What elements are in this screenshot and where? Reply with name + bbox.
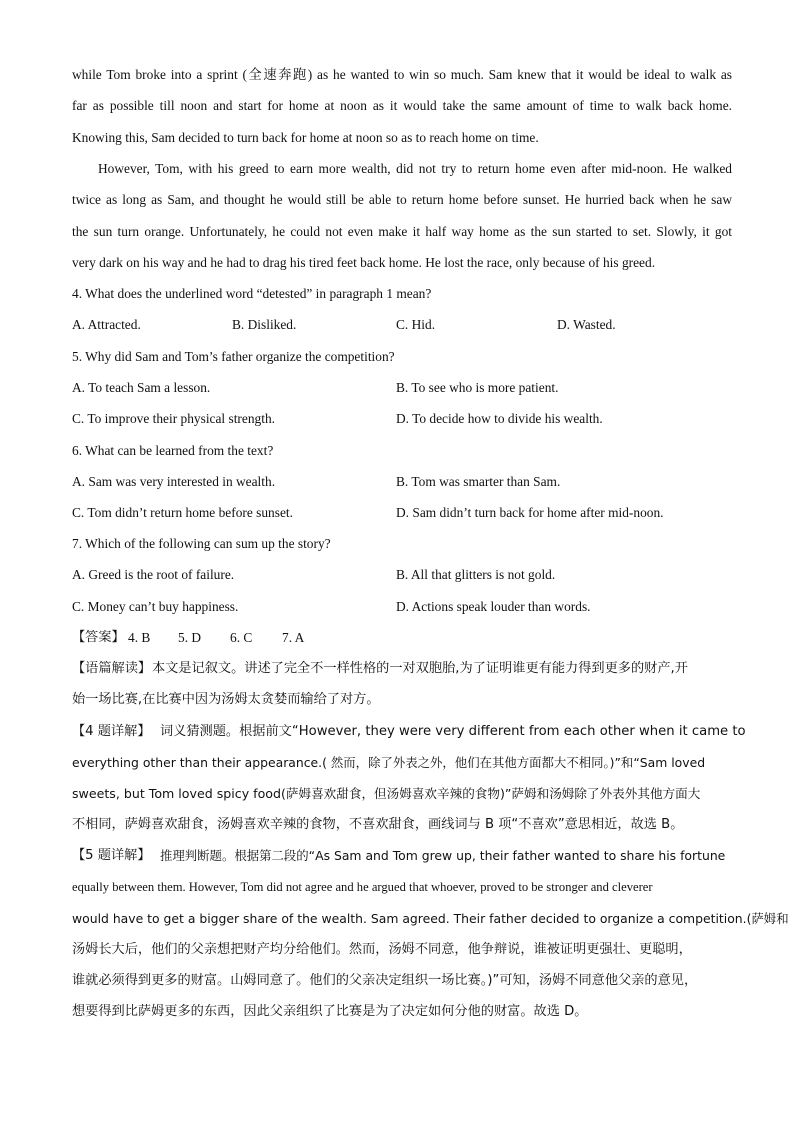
explain5-line: would have to get a bigger share of the wealth. Sam agreed. Their father decided to organize a competition.(萨姆和 — [72, 911, 789, 926]
analysis-label: 【语篇解读】 — [72, 661, 152, 676]
answer-item: 6. C — [230, 630, 253, 645]
option: D. To decide how to divide his wealth. — [396, 411, 603, 426]
option: C. Hid. — [396, 317, 436, 332]
option: B. To see who is more patient. — [396, 380, 559, 395]
question-stem: 4. What does the underlined word “detested” in paragraph 1 mean? — [72, 286, 432, 301]
passage-line: twice as long as Sam, and thought he would still be able to return home before sunset. He hurried back when he saw — [72, 192, 732, 207]
passage-line: very dark on his way and he had to drag his tired feet back home. He lost the race, only because of his greed. — [72, 255, 656, 270]
passage-line: while Tom broke into a sprint (全速奔跑) as he wanted to win so much. Sam knew that it would be ideal to walk as — [72, 67, 732, 82]
option: A. To teach Sam a lesson. — [72, 380, 211, 395]
option: A. Greed is the root of failure. — [72, 567, 235, 582]
passage-line: the sun turn orange. Unfortunately, he could not even make it half way home as the sun started to set. Slowly, it got — [72, 224, 732, 239]
explain5-line: 推理判断题。根据第二段的“As Sam and Tom grew up, their father wanted to share his fortune — [160, 848, 726, 863]
option: C. To improve their physical strength. — [72, 411, 275, 426]
option: B. All that glitters is not gold. — [396, 567, 556, 582]
explain4-line: 不相同，萨姆喜欢甜食，汤姆喜欢辛辣的食物，不喜欢甜食，画线词与 B 项“不喜欢”意思相近，故选 B。 — [72, 817, 684, 832]
explain5-label: 【5 题详解】 — [72, 848, 151, 863]
explain5-line: 想要得到比萨姆更多的东西，因此父亲组织了比赛是为了决定如何分他的财富。故选 D。 — [72, 1004, 588, 1019]
answer-item: 7. A — [282, 630, 305, 645]
question-stem: 5. Why did Sam and Tom’s father organize the competition? — [72, 349, 395, 364]
explain4-line: sweets, but Tom loved spicy food(萨姆喜欢甜食，但汤姆喜欢辛辣的食物)”萨姆和汤姆除了外表外其他方面大 — [72, 786, 701, 801]
passage-line: Knowing this, Sam decided to turn back for home at noon so as to reach home on time. — [72, 130, 539, 145]
passage-line: far as possible till noon and start for home at noon as it would take the same amount of time to walk back home. — [72, 98, 732, 113]
analysis-line: 始一场比赛,在比赛中因为汤姆太贪婪而输给了对方。 — [72, 692, 380, 707]
option: C. Money can’t buy happiness. — [72, 599, 239, 614]
question-stem: 7. Which of the following can sum up the story? — [72, 536, 331, 551]
analysis-line: 本文是记叙文。讲述了完全不一样性格的一对双胞胎,为了证明谁更有能力得到更多的财产,开 — [152, 661, 688, 676]
explain5-line: 谁就必须得到更多的财富。山姆同意了。他们的父亲决定组织一场比赛。)”可知，汤姆不同意他父亲的意见， — [72, 973, 698, 988]
option: D. Sam didn’t turn back for home after mid-noon. — [396, 505, 664, 520]
explain4-label: 【4 题详解】 — [72, 724, 151, 739]
answer-item: 4. B — [128, 630, 151, 645]
explain4-line: 词义猜测题。根据前文“However, they were very different from each other when it came to — [160, 724, 746, 739]
option: A. Attracted. — [72, 317, 141, 332]
option: D. Wasted. — [557, 317, 616, 332]
option: B. Tom was smarter than Sam. — [396, 474, 561, 489]
option: C. Tom didn’t return home before sunset. — [72, 505, 293, 520]
option: D. Actions speak louder than words. — [396, 599, 591, 614]
passage-line: However, Tom, with his greed to earn more wealth, did not try to return home even after mid-noon. He walked — [98, 161, 732, 176]
option: A. Sam was very interested in wealth. — [72, 474, 276, 489]
answer-label: 【答案】 — [72, 630, 125, 645]
option: B. Disliked. — [232, 317, 297, 332]
question-stem: 6. What can be learned from the text? — [72, 443, 274, 458]
explain4-line: everything other than their appearance.( 然而，除了外表之外，他们在其他方面都大不相同。)”和“Sam loved — [72, 755, 706, 770]
explain5-line: equally between them. However, Tom did not agree and he argued that whoever, proved to be stronger and cleverer — [72, 880, 653, 894]
answer-item: 5. D — [178, 630, 202, 645]
explain5-line: 汤姆长大后，他们的父亲想把财产均分给他们。然而，汤姆不同意，他争辩说，谁被证明更强壮、更聪明， — [72, 942, 692, 957]
